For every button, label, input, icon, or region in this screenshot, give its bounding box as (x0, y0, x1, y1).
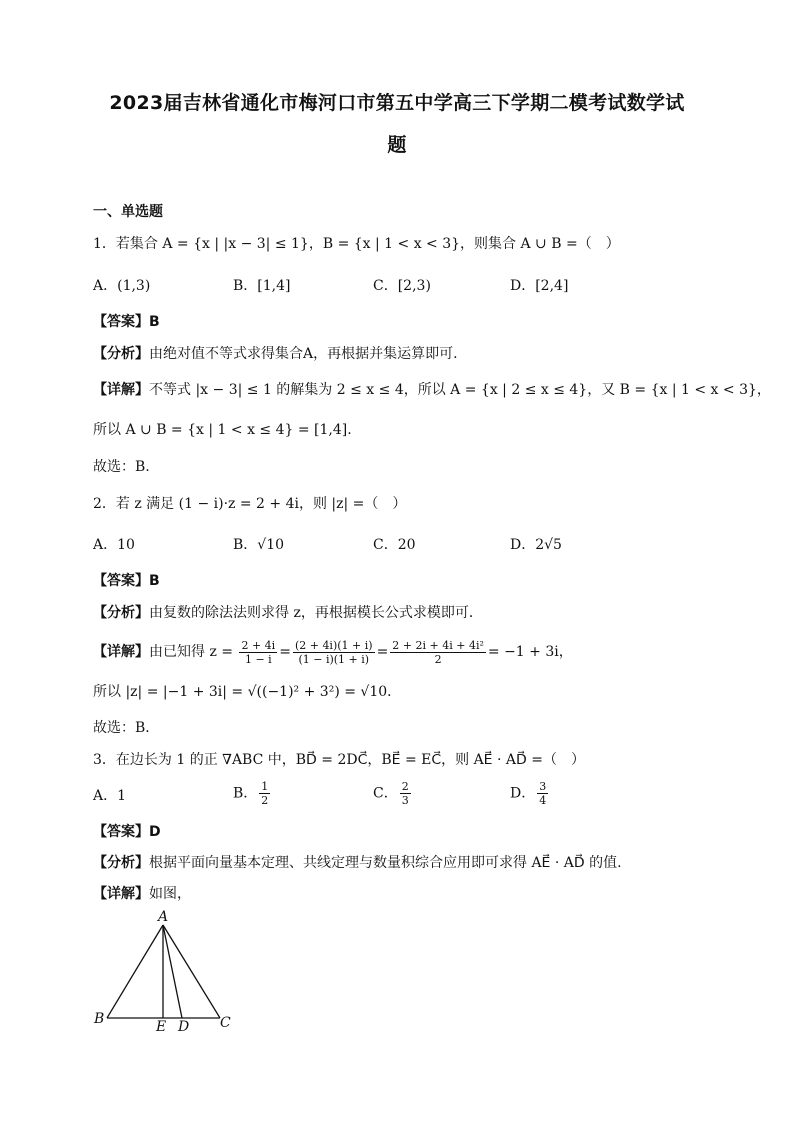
fraction-2 (293, 639, 375, 666)
fraction-numerator: 2 + 2i + 4i + 4i² (392, 638, 484, 652)
label-a: A (158, 909, 169, 925)
q2-option-b: B．√10 (233, 537, 285, 553)
fraction-numerator: 3 (539, 780, 547, 793)
paper-title-line2: 题 (387, 134, 407, 156)
label-c: C (220, 1015, 231, 1031)
q2-detail-line2: 所以 |z| = |−1 + 3i| = √((−1)² + 3²) = √10． (93, 684, 402, 700)
q1-analysis (93, 344, 458, 364)
fraction-numerator: 2 (401, 780, 409, 793)
q2-detail: 【详解】由已知得 z = $\frac{2 + 4i}{1 - i}$ = $\frac{(2 + 4i)(1 + i)}{(1 - i)(1 + i)}$ = $\frac{\text{2 + 2i + 4i + 4i²}}{2}$ = −1 + 3i， (93, 638, 573, 666)
triangle-figure (93, 905, 253, 1035)
section-heading: 一、单选题 (93, 204, 163, 220)
fraction-numerator: (2 + 4i)(1 + i) (294, 638, 373, 652)
fraction-numerator: 2 + 4i (241, 638, 276, 652)
label-d: D (178, 1019, 190, 1035)
fraction (537, 780, 548, 807)
q3-option-a: A．1 (93, 788, 127, 804)
q2-analysis (93, 603, 483, 623)
fraction (259, 780, 270, 807)
q3-answer: 【答案】D (93, 824, 161, 840)
fraction-3 (390, 639, 486, 666)
q3-option-b: B． $\frac{1}{2}$ (233, 780, 269, 807)
detail-post: = −1 + 3i， (487, 644, 573, 660)
q1-choose: 故选：B. (93, 459, 150, 475)
analysis-tag: 【分析】 (93, 855, 149, 871)
analysis-tag: 【分析】 (93, 605, 149, 621)
q2-answer: 【答案】B (93, 573, 160, 589)
q1-stem: 1．若集合 A = {x | |x − 3| ≤ 1}，B = {x | 1 < x < 3}，则集合 A ∪ B =（ ） (93, 236, 620, 252)
fraction-denominator: 4 (539, 794, 547, 807)
fraction-denominator: 2 (261, 794, 269, 807)
detail-text: 如图， (149, 886, 191, 902)
side-ac (163, 925, 220, 1018)
label-b: B (94, 1011, 105, 1027)
q2-option-a: A．10 (93, 537, 135, 553)
q3-option-d: D． $\frac{3}{4}$ (510, 780, 547, 807)
q1-detail (93, 380, 771, 400)
fraction-1 (239, 639, 277, 666)
analysis-tag: 【分析】 (93, 346, 149, 362)
detail-tag: 【详解】 (93, 382, 149, 398)
q1-option-d: D．[2,4] (510, 278, 569, 294)
detail-pre: 由已知得 z = (149, 644, 234, 660)
fraction-denominator: 2 (434, 652, 442, 666)
fraction-denominator: (1 − i)(1 + i) (298, 652, 370, 666)
q1-option-b: B．[1,4] (233, 278, 291, 294)
analysis-text: 根据平面向量基本定理、共线定理与数量积综合应用即可求得 AE⃗ · AD⃗ 的值. (149, 855, 622, 871)
detail-text: 不等式 |x − 3| ≤ 1 的解集为 2 ≤ x ≤ 4，所以 A = {x | 2 ≤ x ≤ 4}，又 B = {x | 1 < x < 3}， (149, 382, 771, 398)
label-e: E (156, 1019, 167, 1035)
q3-detail (93, 884, 191, 904)
fraction-numerator: 1 (261, 780, 269, 793)
fraction-denominator: 1 − i (244, 652, 272, 666)
q1-option-c: C．[2,3) (373, 278, 431, 294)
q3-option-c: C． $\frac{2}{3}$ (373, 780, 409, 807)
paper-title-line1: 2023届吉林省通化市梅河口市第五中学高三下学期二模考试数学试 (109, 92, 685, 114)
q1-detail-line2: 所以 A ∪ B = {x | 1 < x ≤ 4} = [1,4]. (93, 422, 352, 438)
fraction-denominator: 3 (401, 794, 409, 807)
analysis-text: 由绝对值不等式求得集合A，再根据并集运算即可. (149, 346, 458, 362)
q1-option-a: A．(1,3) (93, 278, 151, 294)
q2-choose: 故选：B． (93, 720, 160, 736)
detail-tag: 【详解】 (93, 644, 149, 660)
analysis-text: 由复数的除法法则求得 z，再根据模长公式求模即可． (149, 605, 483, 621)
q2-option-c: C．20 (373, 537, 416, 553)
fraction (400, 780, 411, 807)
q3-analysis (93, 853, 622, 873)
q2-option-d: D．2√5 (510, 537, 562, 553)
detail-tag: 【详解】 (93, 886, 149, 902)
side-ab (107, 925, 163, 1018)
q2-stem: 2．若 z 满足 (1 − i)·z = 2 + 4i，则 |z| =（ ） (93, 496, 407, 512)
q3-stem: 3．在边长为 1 的正 ∇ABC 中，BD⃗ = 2DC⃗，BE⃗ = EC⃗，则 AE⃗ · AD⃗ =（ ） (93, 752, 585, 768)
q1-answer: 【答案】B (93, 314, 160, 330)
segment-ad (163, 925, 182, 1018)
